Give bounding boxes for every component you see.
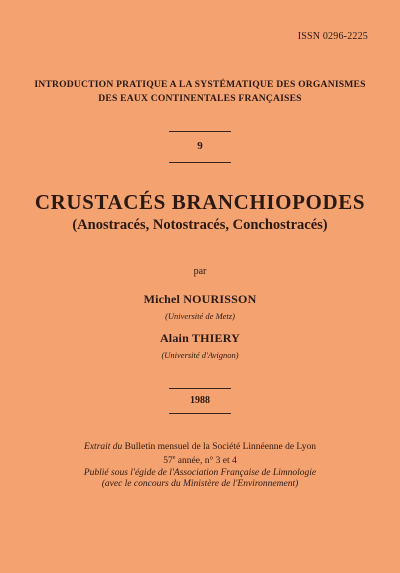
- series-number: 9: [197, 140, 203, 152]
- by-label: par: [193, 266, 207, 277]
- divider-rule: [169, 388, 231, 389]
- volume-number: 57: [163, 456, 173, 467]
- publication-year: 1988: [190, 395, 210, 406]
- document-title: CRUSTACÉS BRANCHIOPODES: [34, 190, 366, 214]
- divider-rule: [169, 131, 231, 132]
- series-title-line-2: DES EAUX CONTINENTALES FRANÇAISES: [98, 93, 302, 104]
- bulletin-name: Bulletin mensuel de la Société Linnéenne de Lyon: [124, 442, 316, 452]
- author-affiliation: (Université d'Avignon): [161, 350, 239, 360]
- author-name: Alain THIERY: [159, 331, 241, 345]
- series-title: [30, 78, 370, 106]
- document-subtitle: (Anostracés, Notostracés, Conchostracés): [72, 217, 328, 233]
- publisher-note: Publié sous l'égide de l'Association Française de Limnologie: [83, 468, 317, 478]
- divider-rule: [169, 413, 231, 414]
- volume-suffix: e: [172, 455, 176, 461]
- ministry-note: (avec le concours du Ministère de l'Environnement): [101, 479, 299, 489]
- volume-info: [40, 453, 360, 467]
- divider-rule: [169, 162, 231, 163]
- volume-issue: année, n° 3 et 4: [175, 456, 237, 467]
- author-name: Michel NOURISSON: [143, 292, 257, 306]
- author-affiliation: (Université de Metz): [165, 311, 235, 321]
- extract-source: [40, 442, 360, 453]
- extract-word: Extrait: [84, 442, 111, 452]
- issn-number: ISSN 0296-2225: [297, 31, 368, 42]
- series-title-line-1: INTRODUCTION PRATIQUE A LA SYSTÉMATIQUE DES ORGANISMES: [34, 79, 366, 90]
- extract-du: du: [112, 442, 123, 452]
